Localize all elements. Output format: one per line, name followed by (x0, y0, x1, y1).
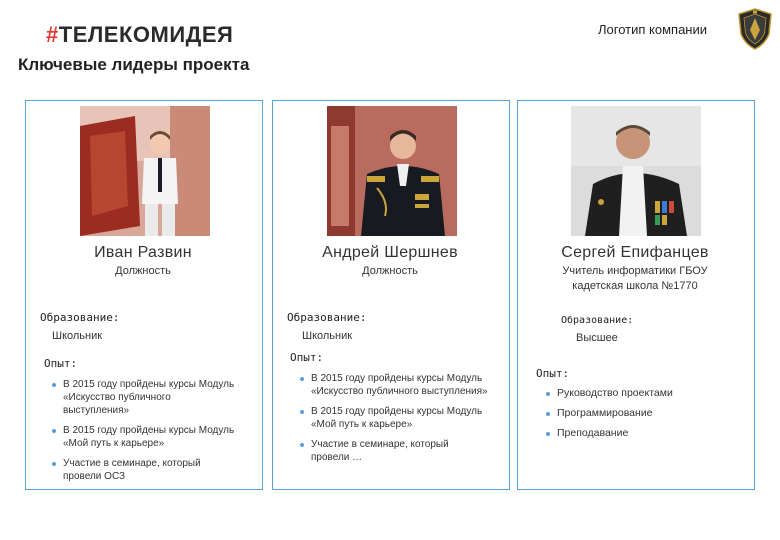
experience-item: В 2015 году пройдены курсы Модуль «Искусство публичного выступления» (298, 372, 488, 398)
experience-label-3: Опыт: (536, 367, 570, 380)
leader-photo-1 (80, 106, 210, 236)
logo-caption: Логотип компании (598, 22, 708, 37)
education-label-3: Образование: (561, 315, 634, 326)
leader-position-2: Должность (362, 265, 418, 277)
page-title: Ключевые лидеры проекта (18, 55, 250, 74)
leader-position-3: Учитель информатики ГБОУ кадетская школа №1770 (562, 265, 708, 292)
experience-list-1 (50, 378, 235, 490)
education-label-1: Образование: (40, 311, 120, 324)
logo-hash: # (46, 22, 59, 47)
experience-item: В 2015 году пройдены курсы Модуль «Искусство публичного выступления» (50, 378, 235, 417)
experience-list-3 (544, 387, 734, 447)
logo-text: ТЕЛЕКОМИДЕЯ (58, 22, 234, 47)
leader-photo-3 (571, 106, 701, 236)
leader-name-2: Андрей Шершнев (322, 244, 458, 261)
experience-item: Преподавание (544, 427, 734, 440)
education-value-1: Школьник (52, 330, 103, 342)
leader-position-1: Должность (115, 265, 171, 277)
experience-label-1: Опыт: (44, 357, 78, 370)
experience-item: В 2015 году пройдены курсы Модуль «Мой путь к карьере» (298, 405, 488, 431)
experience-item: Руководство проектами (544, 387, 734, 400)
education-value-3: Высшее (576, 332, 618, 344)
experience-item: Участие в семинаре, который провели ОСЗ (50, 457, 235, 483)
experience-label-2: Опыт: (290, 351, 324, 364)
experience-item: Программирование (544, 407, 734, 420)
experience-list-2 (298, 372, 488, 471)
experience-item: В 2015 году пройдены курсы Модуль «Мой путь к карьере» (50, 424, 235, 450)
company-logo (46, 22, 233, 48)
education-label-2: Образование: (287, 311, 367, 324)
education-value-2: Школьник (302, 330, 353, 342)
experience-item: Участие в семинаре, который провели … (298, 438, 488, 464)
leader-name-1: Иван Развин (94, 244, 192, 261)
emblem-icon (737, 8, 773, 50)
leader-photo-2 (327, 106, 457, 236)
leader-name-3: Сергей Епифанцев (561, 244, 709, 261)
